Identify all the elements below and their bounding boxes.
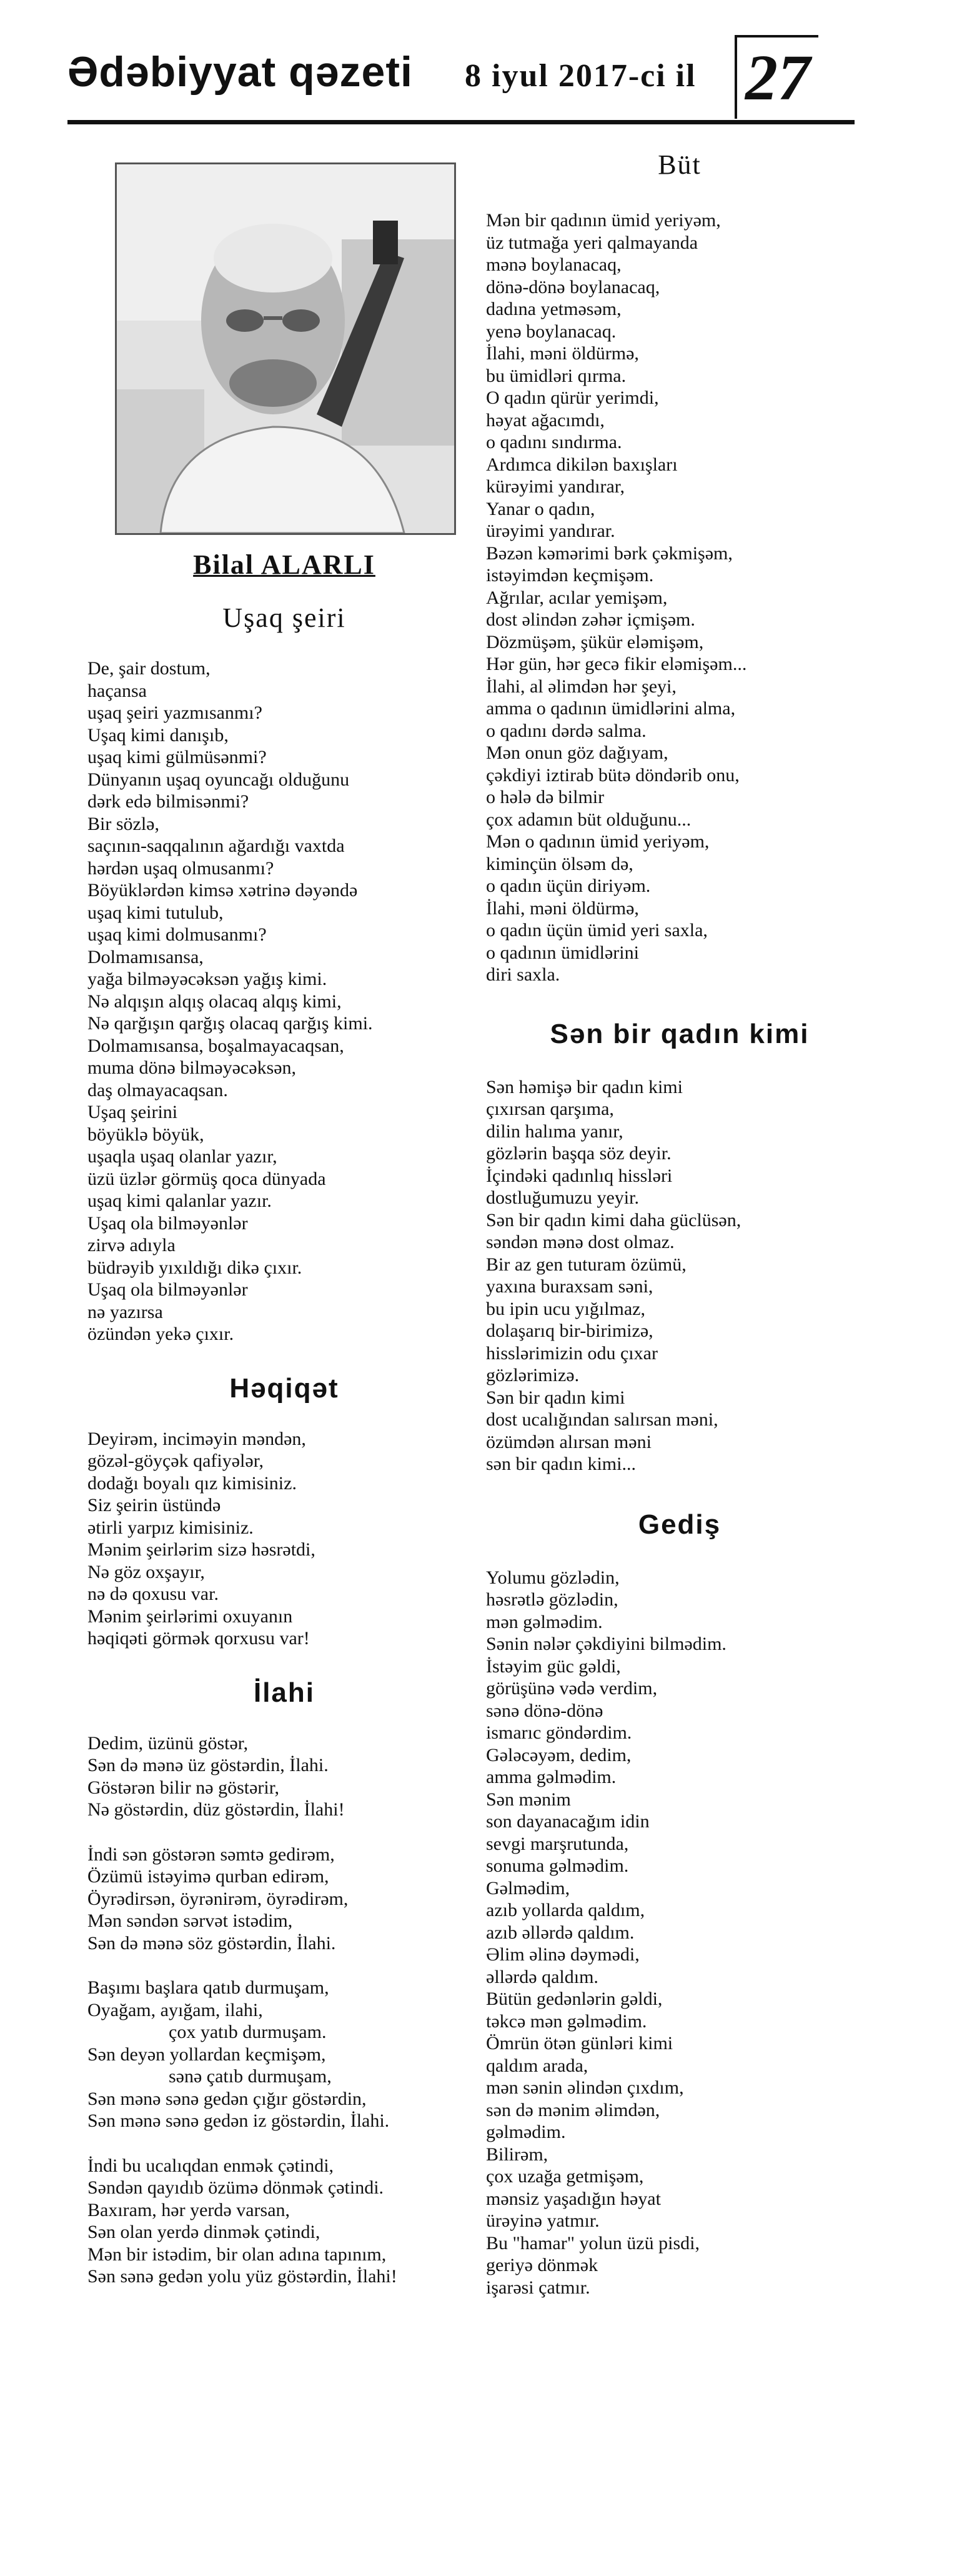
poem-line: çox uzağa getmişəm, [486, 2166, 644, 2187]
poem-line: Sən həmişə bir qadın kimi [486, 1076, 683, 1097]
newspaper-title: Ədəbiyyat qəzeti [67, 48, 413, 96]
poem-line: Uşaq ola bilməyənlər [87, 1279, 248, 1300]
poem-line: İstəyim güc gəldi, [486, 1655, 621, 1677]
poem-line: işarəsi çatmır. [486, 2277, 590, 2298]
poem-line: gözlərin başqa söz deyir. [486, 1143, 672, 1164]
poem-line: Bilirəm, [486, 2144, 548, 2165]
poem-line: çıxırsan qarşıma, [486, 1099, 614, 1119]
poem-line: Göstərən bilir nə göstərir, [87, 1777, 280, 1798]
poem-line: dodağı boyalı qız kimisiniz. [87, 1472, 297, 1494]
poem-title-but: Büt [658, 149, 702, 180]
poem-line: Gəlmədim, [486, 1877, 570, 1899]
poem-line: həqiqəti görmək qorxusu var! [87, 1628, 310, 1649]
poem-line: İlahi, məni öldürmə, [486, 343, 639, 364]
poem-line: kiminçün ölsəm də, [486, 853, 633, 874]
poem-line: uşaq kimi tutulub, [87, 902, 224, 923]
poem-line: amma gəlmədim. [486, 1767, 617, 1787]
issue-date: 8 iyul 2017-ci il [465, 58, 697, 94]
poem-title-sen-bir-qadin-kimi: Sən bir qadın kimi [550, 1018, 810, 1049]
poem-line: yağa bilməyəcəksən yağış kimi. [87, 969, 327, 989]
poem-line: Bir az gen tuturam özümü, [486, 1254, 687, 1275]
poem-line: çox adamın büt olduğunu... [486, 809, 692, 830]
poem-line: Sən bir qadın kimi [486, 1387, 625, 1408]
poem-line: Uşaq kimi danışıb, [87, 724, 229, 746]
poem-line: İlahi, al əlimdən hər şeyi, [486, 676, 677, 697]
poem-line: Mən o qadının ümid yeriyəm, [486, 831, 710, 852]
poem-line: kürəyimi yandırar, [486, 476, 625, 497]
poem-line: Bu "hamar" yolun üzü pisdi, [486, 2232, 700, 2254]
poem-line: gəlmədim. [486, 2122, 566, 2142]
poem-line: İlahi, məni öldürmə, [486, 897, 639, 919]
poem-line: İndi sən göstərən səmtə gedirəm, [87, 1844, 335, 1865]
poem-line: Nə göz oxşayır, [87, 1561, 205, 1582]
poem-line: çəkdiyi iztirab bütə döndərib onu, [486, 764, 740, 786]
poem-line: Oyağam, ayığam, ilahi, [87, 1999, 263, 2020]
poem-line: çox yatıb durmuşam. [169, 2022, 327, 2042]
poem-line: dolaşarıq bir-birimizə, [486, 1320, 653, 1341]
poem-line: Sən də mənə söz göstərdin, İlahi. [87, 1932, 336, 1954]
poem-line: daş olmayacaqsan. [87, 1079, 228, 1101]
poem-line: təkcə mən gəlmədim. [486, 2010, 647, 2032]
poem-line: Sən mənə sənə gedən iz göstərdin, İlahi. [87, 2110, 390, 2131]
poem-line: Sən də mənə üz göstərdin, İlahi. [87, 1755, 329, 1775]
stanza-break [87, 1821, 481, 1844]
poem-line: ismarıc göndərdim. [486, 1722, 632, 1743]
poem-line: mənsiz yaşadığın həyat [486, 2188, 661, 2209]
poem-line: uşaq kimi gülmüsənmi? [87, 747, 267, 767]
poem-line: amma o qadının ümidlərini alma, [486, 698, 736, 719]
poem-title-heqiqet: Həqiqət [229, 1372, 339, 1404]
poem-line: özündən yekə çıxır. [87, 1324, 234, 1344]
poem-line: səndən mənə dost olmaz. [486, 1232, 675, 1252]
poem-line: Dedim, üzünü göstər, [87, 1732, 249, 1754]
poem-line: sənə çatıb durmuşam, [169, 2066, 332, 2087]
poem-line: bu ipin ucu yığılmaz, [486, 1298, 645, 1319]
poem-line: görüşünə vədə verdim, [486, 1678, 658, 1699]
poem-line: Mənim şeirlərim sizə həsrətdi, [87, 1539, 315, 1560]
poem-line: istəyimdən keçmişəm. [486, 565, 654, 586]
poem-line: həyat ağacımdı, [486, 409, 605, 431]
poem-line: Ağrılar, acılar yemişəm, [486, 587, 668, 608]
poem-line: azıb yollarda qaldım, [486, 1900, 645, 1920]
poem-line: Bir sözlə, [87, 813, 159, 834]
poem-line: dilin halıma yanır, [486, 1121, 623, 1142]
poem-line: Ardımca dikilən baxışları [486, 454, 678, 475]
poem-line: Ömrün ötən günləri kimi [486, 2033, 673, 2054]
author-portrait-image [117, 164, 454, 533]
poem-line: İçindəki qadınlıq hissləri [486, 1165, 673, 1186]
poem-line: Dözmüşəm, şükür eləmişəm, [486, 631, 704, 652]
poem-line: Mən bir istədim, bir olan adına tapınım, [87, 2244, 387, 2265]
poem-line: Hər gün, hər gecə fikir eləmişəm... [486, 654, 747, 674]
poem-line: Yolumu gözlədin, [486, 1567, 620, 1588]
poem-line: Yanar o qadın, [486, 498, 595, 519]
poem-line: Böyüklərdən kimsə xətrinə dəyəndə [87, 880, 358, 901]
poem-line: həsrətlə gözlədin, [486, 1589, 618, 1610]
poem-line: saçının-saqqalının ağardığı vaxtda [87, 836, 345, 856]
poem-line: böyüklə böyük, [87, 1124, 204, 1145]
poem-line: mən gəlmədim. [486, 1611, 603, 1632]
poem-line: diri saxla. [486, 964, 560, 985]
header-rule [67, 120, 855, 124]
poem-line: Nə alqışın alqış olacaq alqış kimi, [87, 991, 342, 1012]
poem-line: sən də mənim əlimdən, [486, 2099, 660, 2120]
right-column [486, 137, 873, 2299]
poem-line: Dolmamısansa, [87, 946, 204, 967]
poem-line: Öyrədirsən, öyrənirəm, öyrədirəm, [87, 1888, 349, 1909]
poem-line: dərk edə bilmisənmi? [87, 791, 249, 812]
poem-title-gedis: Gediş [638, 1509, 722, 1540]
poem-line: o qadını sındırma. [486, 432, 622, 452]
poem-line: Mən bir qadının ümid yeriyəm, [486, 210, 721, 231]
poem-line: sevgi marşrutunda, [486, 1833, 629, 1854]
poem-line: Deyirəm, inciməyin məndən, [87, 1428, 306, 1449]
poem-line: yenə boylanacaq. [486, 321, 617, 342]
poem-line: Sənin nələr çəkdiyini bilmədim. [486, 1634, 726, 1654]
poem-line: dönə-dönə boylanacaq, [486, 276, 660, 297]
poem-gedis [486, 1567, 873, 2299]
poem-but [486, 209, 873, 986]
poem-line: bu ümidləri qırma. [486, 365, 627, 386]
poem-line: Sən mənə sənə gedən çığır göstərdin, [87, 2088, 367, 2109]
poem-line: Mən səndən sərvət istədim, [87, 1910, 293, 1931]
poem-line: Nə göstərdin, düz göstərdin, İlahi! [87, 1799, 345, 1820]
poem-line: nə də qoxusu var. [87, 1584, 219, 1604]
poem-ilahi [87, 1732, 481, 2288]
poem-line: O qadın qürür yerimdi, [486, 387, 659, 408]
page-number: 27 [735, 35, 818, 119]
poem-title-usaq-seiri: Uşaq şeiri [222, 602, 346, 633]
poem-line: ətirli yarpız kimisiniz. [87, 1517, 254, 1538]
poem-line: Dolmamısansa, boşalmayacaqsan, [87, 1035, 344, 1056]
poem-sen-bir-qadin-kimi [486, 1076, 873, 1475]
poem-line: Başımı başlara qatıb durmuşam, [87, 1977, 329, 1998]
poem-line: geriyə dönmək [486, 2255, 598, 2275]
author-photo [115, 162, 456, 535]
poem-line: yaxına buraxsam səni, [486, 1276, 653, 1297]
poem-line: zirvə adıyla [87, 1235, 176, 1256]
poem-line: azıb əllərdə qaldım. [486, 1922, 635, 1943]
poem-line: dostluğumuzu yeyir. [486, 1187, 639, 1208]
poem-line: Sən bir qadın kimi daha güclüsən, [486, 1209, 741, 1231]
poem-line: uşaqla uşaq olanlar yazır, [87, 1146, 277, 1167]
poem-line: büdrəyib yıxıldığı dikə çıxır. [87, 1257, 302, 1278]
poem-usaq-seiri [87, 657, 481, 1345]
poem-line: Sən sənə gedən yolu yüz göstərdin, İlahi! [87, 2266, 397, 2287]
poem-line: sən bir qadın kimi... [486, 1454, 636, 1474]
poem-line: Bəzən kəmərimi bərk çəkmişəm, [486, 542, 733, 564]
poem-line: muma dönə bilməyəcəksən, [87, 1057, 297, 1078]
poem-line: o qadın üçün diriyəm. [486, 876, 651, 896]
poem-title-ilahi: İlahi [253, 1677, 315, 1708]
poem-line: Mən onun göz dağıyam, [486, 742, 668, 763]
poem-line: Əlim əlinə dəymədi, [486, 1944, 640, 1965]
poem-line: haçansa [87, 680, 147, 701]
poem-line: mən sənin əlindən çıxdım, [486, 2077, 684, 2098]
poem-line: əllərdə qaldım. [486, 1966, 598, 1987]
author-name: Bilal ALARLI [193, 549, 375, 580]
poem-line: Uşaq ola bilməyənlər [87, 1212, 248, 1234]
poem-line: hisslərimizin odu çıxar [486, 1342, 658, 1364]
poem-line: De, şair dostum, [87, 658, 211, 679]
poem-line: o qadının ümidlərini [486, 942, 639, 963]
poem-line: nə yazırsa [87, 1301, 163, 1322]
poem-line: mənə boylanacaq, [486, 254, 622, 275]
poem-line: Sən olan yerdə dinmək çətindi, [87, 2222, 320, 2242]
poem-line: İndi bu ucalıqdan enmək çətindi, [87, 2155, 334, 2176]
poem-line: dadına yetməsəm, [486, 299, 622, 319]
poem-line: uşaq kimi dolmusanmı? [87, 924, 267, 945]
poem-line: qaldım arada, [486, 2055, 588, 2076]
poem-line: hərdən uşaq olmusanmı? [87, 857, 274, 879]
poem-line: o hələ də bilmir [486, 787, 605, 807]
poem-line: uşaq şeiri yazmısanmı? [87, 702, 262, 723]
stanza-break [87, 2132, 481, 2155]
poem-line: Özümü istəyimə qurban edirəm, [87, 1866, 329, 1887]
poem-line: Baxıram, hər yerdə varsan, [87, 2199, 290, 2220]
poem-line: sonuma gəlmədim. [486, 1855, 629, 1876]
poem-line: Səndən qayıdıb özümə dönmək çətindi. [87, 2177, 384, 2198]
poem-line: Mənim şeirlərimi oxuyanın [87, 1605, 293, 1627]
poem-line: dost əlindən zəhər içmişəm. [486, 609, 695, 630]
poem-line: gözlərimizə. [486, 1365, 580, 1385]
masthead [67, 35, 855, 129]
poem-heqiqet [87, 1428, 481, 1650]
poem-line: üz tutmağa yeri qalmayanda [486, 232, 698, 253]
poem-line: sənə dönə-dönə [486, 1700, 603, 1721]
poem-line: Siz şeirin üstündə [87, 1495, 221, 1515]
poem-line: Uşaq şeirini [87, 1102, 178, 1122]
poem-line: dost ucalığından salırsan məni, [486, 1409, 718, 1430]
poem-line: o qadın üçün ümid yeri saxla, [486, 920, 708, 941]
left-column [87, 150, 481, 2288]
poem-line: Nə qarğışın qarğış olacaq qarğış kimi. [87, 1013, 373, 1034]
poem-line: ürəyimi yandırar. [486, 521, 615, 541]
poem-line: ürəyinə yatmır. [486, 2210, 600, 2231]
poem-line: o qadını dərdə salma. [486, 720, 647, 741]
poem-line: uşaq kimi qalanlar yazır. [87, 1191, 272, 1211]
poem-line: özümdən alırsan məni [486, 1431, 652, 1452]
poem-line: gözəl-göyçək qafiyələr, [87, 1450, 264, 1471]
poem-line: Sən deyən yollardan keçmişəm, [87, 2044, 326, 2065]
poem-line: Bütün gedənlərin gəldi, [486, 1989, 663, 2009]
poem-line: Sən mənim [486, 1789, 571, 1810]
poem-line: Gələcəyəm, dedim, [486, 1744, 632, 1765]
poem-line: Dünyanın uşaq oyuncağı olduğunu [87, 769, 350, 790]
stanza-break [87, 1954, 481, 1977]
poem-line: son dayanacağım idin [486, 1811, 650, 1832]
poem-line: üzü üzlər görmüş qoca dünyada [87, 1168, 326, 1189]
